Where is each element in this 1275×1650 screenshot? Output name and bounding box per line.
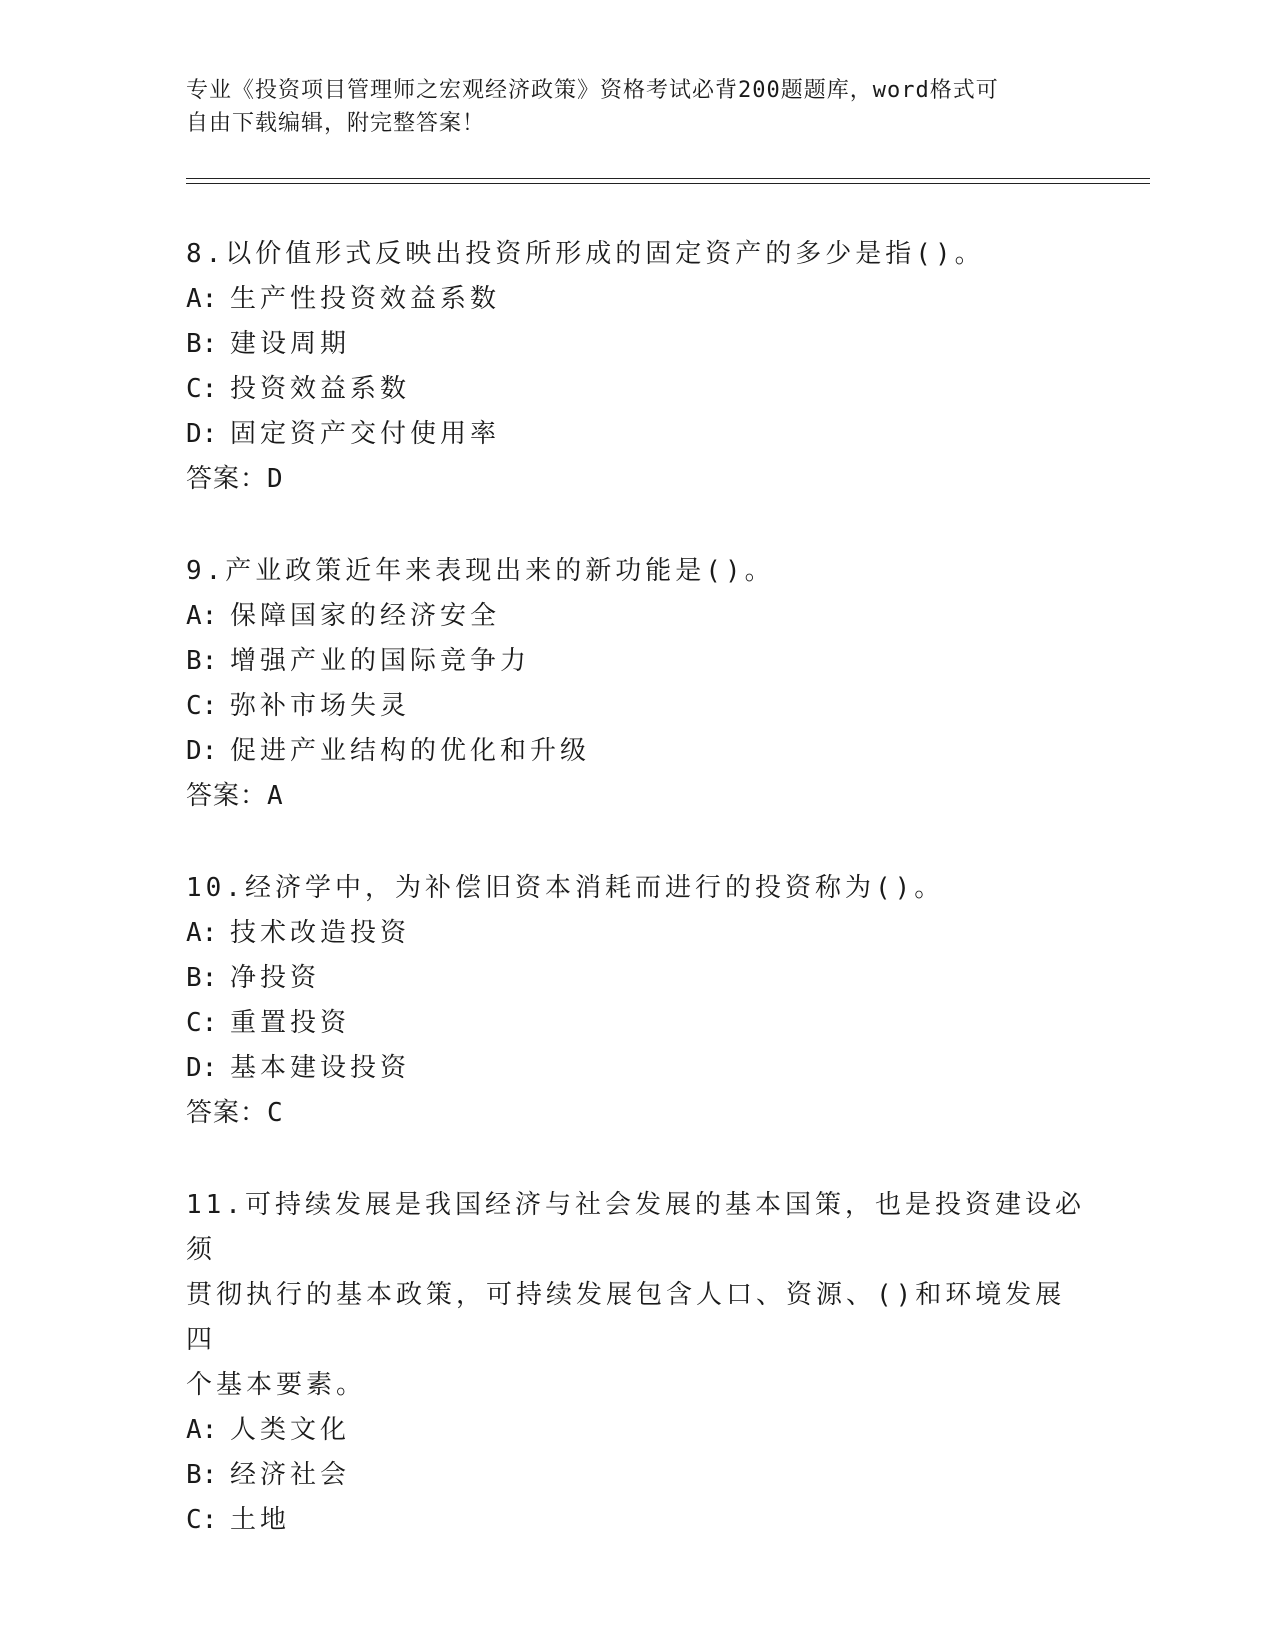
option-letter: B: xyxy=(186,1460,218,1490)
question-8 xyxy=(186,232,1086,502)
option-letter: C: xyxy=(186,374,218,404)
option-letter: D: xyxy=(186,1053,218,1083)
option-c xyxy=(186,1498,1086,1543)
option-a xyxy=(186,594,1086,639)
option-d xyxy=(186,729,1086,774)
option-d xyxy=(186,412,1086,457)
header-line-2: 自由下载编辑，附完整答案！ xyxy=(186,111,486,136)
option-text: 促进产业结构的优化和升级 xyxy=(230,736,591,766)
option-letter: A: xyxy=(186,284,218,314)
header-rule-top xyxy=(186,178,1150,179)
option-text: 基本建设投资 xyxy=(230,1053,411,1083)
question-9 xyxy=(186,549,1086,819)
option-letter: B: xyxy=(186,646,218,676)
option-text: 固定资产交付使用率 xyxy=(230,419,501,449)
option-a xyxy=(186,277,1086,322)
document-header xyxy=(186,74,1066,140)
answer-line: 答案：D xyxy=(186,464,284,494)
option-letter: D: xyxy=(186,419,218,449)
question-stem-line: 贯彻执行的基本政策，可持续发展包含人口、资源、()和环境发展四 xyxy=(186,1280,1066,1355)
option-c xyxy=(186,367,1086,412)
option-letter: B: xyxy=(186,963,218,993)
option-text: 技术改造投资 xyxy=(230,918,411,948)
question-stem-line: 11.可持续发展是我国经济与社会发展的基本国策，也是投资建设必须 xyxy=(186,1190,1085,1265)
option-a xyxy=(186,911,1086,956)
option-b xyxy=(186,1453,1086,1498)
option-text: 增强产业的国际竞争力 xyxy=(230,646,531,676)
option-letter: C: xyxy=(186,691,218,721)
option-letter: A: xyxy=(186,918,218,948)
option-a xyxy=(186,1408,1086,1453)
option-text: 土地 xyxy=(230,1505,291,1535)
option-text: 人类文化 xyxy=(230,1415,351,1445)
question-list xyxy=(186,232,1086,1590)
option-letter: C: xyxy=(186,1008,218,1038)
option-text: 生产性投资效益系数 xyxy=(230,284,501,314)
option-b xyxy=(186,639,1086,684)
option-c xyxy=(186,1001,1086,1046)
header-rule-bottom xyxy=(186,183,1150,184)
header-line-1: 专业《投资项目管理师之宏观经济政策》资格考试必背200题题库，word格式可 xyxy=(186,78,999,103)
option-text: 重置投资 xyxy=(230,1008,351,1038)
option-text: 投资效益系数 xyxy=(230,374,411,404)
option-text: 保障国家的经济安全 xyxy=(230,601,501,631)
option-text: 建设周期 xyxy=(230,329,351,359)
option-letter: A: xyxy=(186,1415,218,1445)
question-10 xyxy=(186,866,1086,1136)
question-stem: 8.以价值形式反映出投资所形成的固定资产的多少是指()。 xyxy=(186,239,985,269)
question-11 xyxy=(186,1183,1086,1543)
option-text: 净投资 xyxy=(230,963,321,993)
option-letter: C: xyxy=(186,1505,218,1535)
option-b xyxy=(186,322,1086,367)
answer-line: 答案：A xyxy=(186,781,284,811)
answer-line: 答案：C xyxy=(186,1098,284,1128)
option-b xyxy=(186,956,1086,1001)
option-letter: A: xyxy=(186,601,218,631)
option-text: 弥补市场失灵 xyxy=(230,691,411,721)
option-letter: D: xyxy=(186,736,218,766)
option-c xyxy=(186,684,1086,729)
question-stem-line: 个基本要素。 xyxy=(186,1370,367,1400)
option-letter: B: xyxy=(186,329,218,359)
option-text: 经济社会 xyxy=(230,1460,351,1490)
option-d xyxy=(186,1046,1086,1091)
question-stem: 9.产业政策近年来表现出来的新功能是()。 xyxy=(186,556,775,586)
question-stem: 10.经济学中，为补偿旧资本消耗而进行的投资称为()。 xyxy=(186,873,945,903)
